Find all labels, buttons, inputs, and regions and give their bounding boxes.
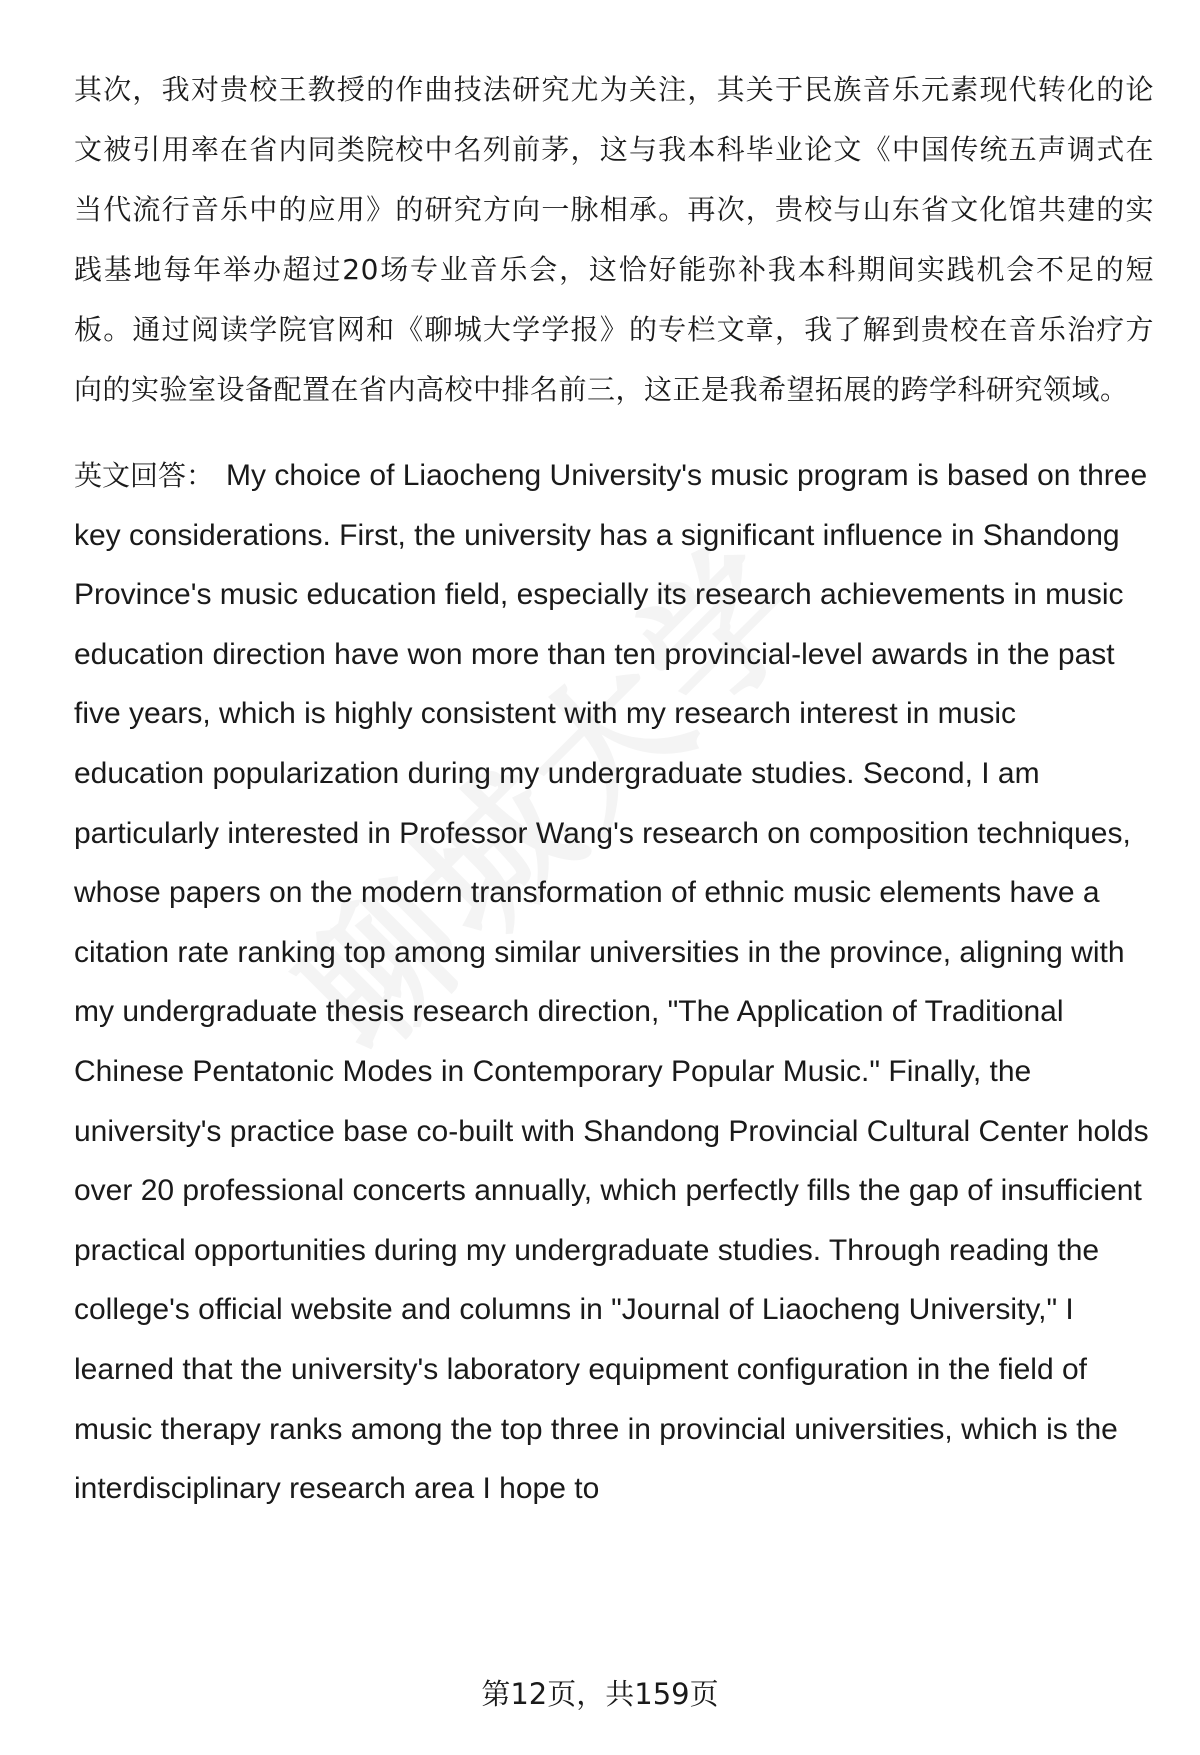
english-answer-text: My choice of Liaocheng University's music program is based on three key considerations. First, the university has a significant influence in Shandong Province's music education field, especially its research achievements in music education direction have won more than ten provincial-level awards in the past five years, which is highly consistent with my research interest in music education popularization during my undergraduate studies. Second, I am particularly interested in Professor Wang's research on composition techniques, whose papers on the modern transformation of ethnic music elements have a citation rate ranking top among similar universities in the province, aligning with my undergraduate thesis research direction, "The Application of Traditional Chinese Pentatonic Modes in Contemporary Popular Music." Finally, the university's practice base co-built with Shandong Provincial Cultural Center holds over 20 professional concerts annually, which perfectly fills the gap of insufficient practical opportunities during my undergraduate studies. Through reading the college's official website and columns in "Journal of Liaocheng University," I learned that the university's laboratory equipment configuration in the field of music therapy ranks among the top three in provincial universities, which is the interdisciplinary research area I hope to bbox=[74, 459, 1149, 1506]
english-answer-paragraph bbox=[74, 446, 1154, 1519]
english-answer-label: 英文回答： bbox=[74, 459, 215, 492]
chinese-paragraph: 其次，我对贵校王教授的作曲技法研究尤为关注，其关于民族音乐元素现代转化的论文被引用率在省内同类院校中名列前茅，这与我本科毕业论文《中国传统五声调式在当代流行音乐中的应用》的研究方向一脉相承。再次，贵校与山东省文化馆共建的实践基地每年举办超过20场专业音乐会，这恰好能弥补我本科期间实践机会不足的短板。通过阅读学院官网和《聊城大学学报》的专栏文章，我了解到贵校在音乐治疗方向的实验室设备配置在省内高校中排名前三，这正是我希望拓展的跨学科研究领域。 bbox=[74, 73, 1154, 406]
document-body bbox=[74, 60, 1154, 1519]
page-number: 第12页，共159页 bbox=[481, 1677, 719, 1711]
